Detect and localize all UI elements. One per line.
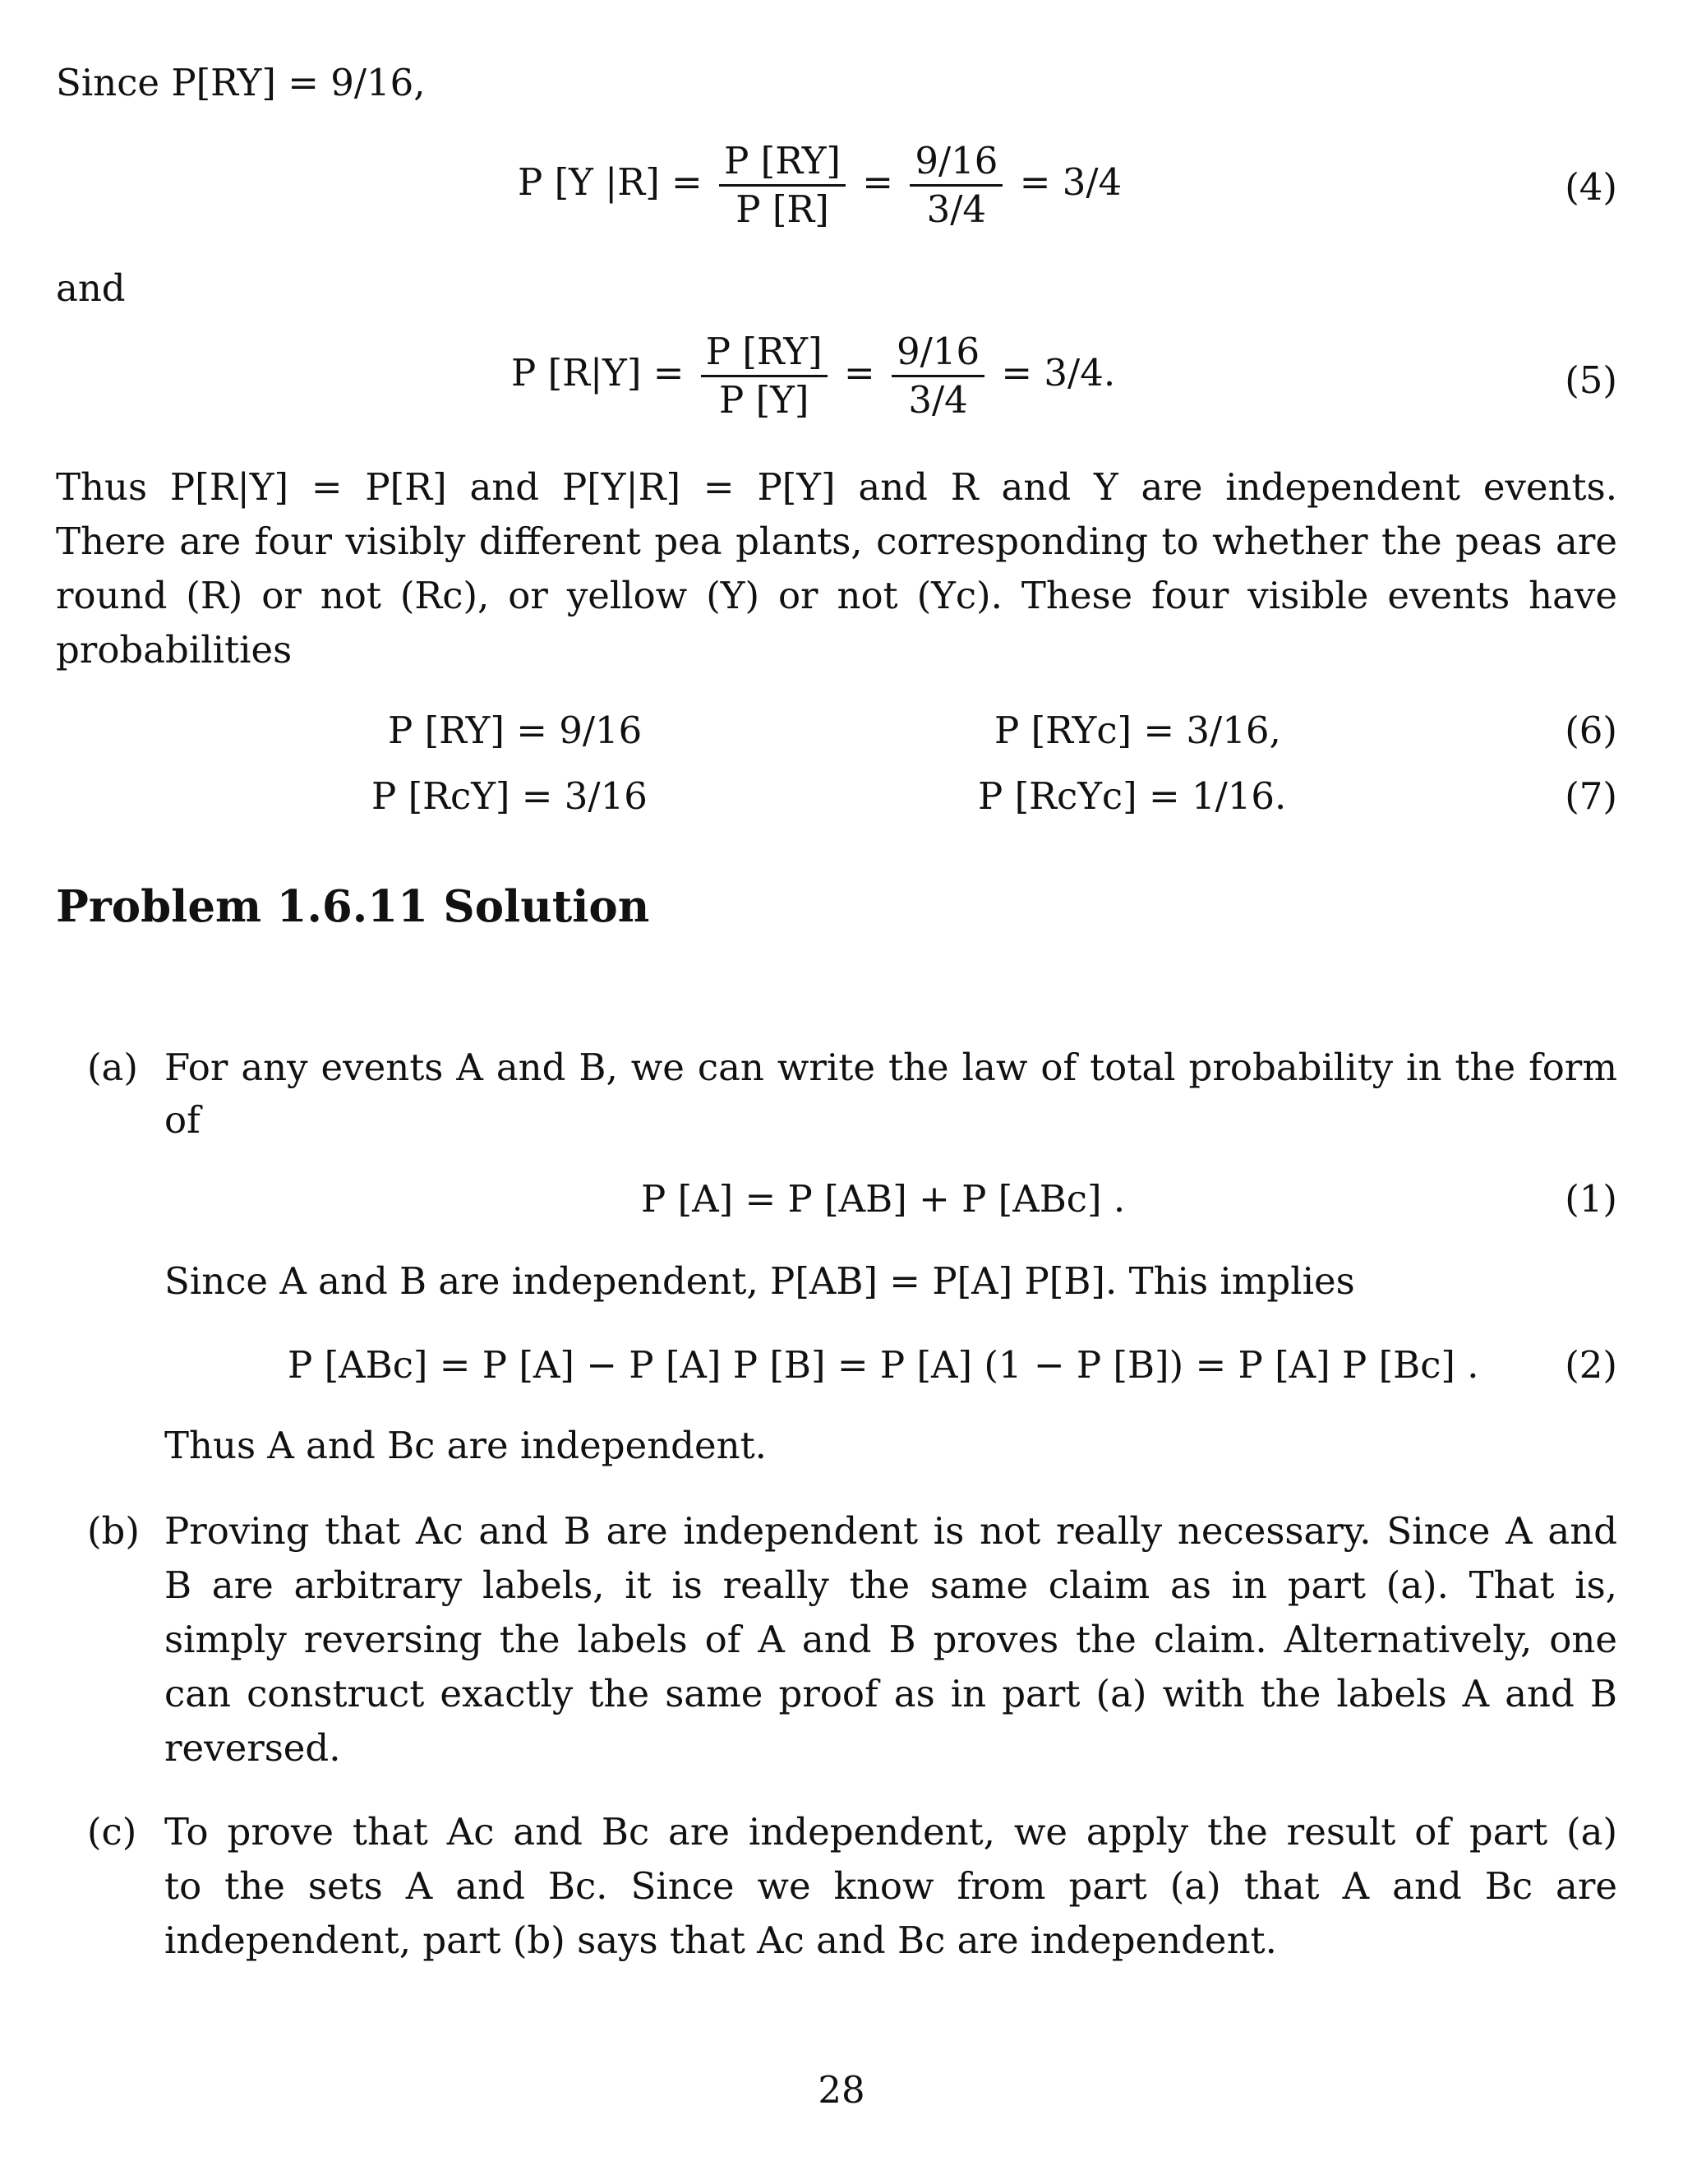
part-c-marker: (c) bbox=[87, 1810, 137, 1854]
part-b-line-1: Proving that Ac and B are independent is not really necessary. Since A and bbox=[164, 1509, 1617, 1553]
eq4-lhs: P [Y |R] = bbox=[518, 160, 703, 204]
equation-4 bbox=[518, 138, 1122, 233]
eq4-denominator-1: P [R] bbox=[735, 187, 829, 231]
eq4-fraction-1 bbox=[719, 138, 846, 233]
eq6-right: P [RYc] = 3/16, bbox=[994, 709, 1281, 752]
part-a-eq1-label: (1) bbox=[1565, 1177, 1617, 1221]
eq5-equals: = bbox=[844, 351, 875, 395]
part-b-line-3: simply reversing the labels of A and B proves the claim. Alternatively, one bbox=[164, 1618, 1617, 1661]
equation-5 bbox=[511, 329, 1115, 423]
eq4-rhs: = 3/4 bbox=[1019, 160, 1123, 204]
part-a-marker: (a) bbox=[87, 1046, 138, 1089]
part-a-eq2-label: (2) bbox=[1565, 1343, 1617, 1387]
eq5-fraction-2 bbox=[892, 329, 984, 423]
part-a-equation-2: P [ABc] = P [A] − P [A] P [B] = P [A] (1 − P [B]) = P [A] P [Bc] . bbox=[288, 1343, 1479, 1387]
paragraph-line-1: Thus P[R|Y] = P[R] and P[Y|R] = P[Y] and R and Y are independent events. bbox=[56, 465, 1617, 509]
eq4-label: (4) bbox=[1565, 165, 1617, 209]
eq7-left: P [RcY] = 3/16 bbox=[371, 774, 648, 818]
eq5-lhs: P [R|Y] = bbox=[511, 351, 685, 395]
eq5-label: (5) bbox=[1565, 358, 1617, 402]
eq7-label: (7) bbox=[1565, 774, 1617, 818]
part-a-line-1: For any events A and B, we can write the law of total probability in the form bbox=[164, 1046, 1617, 1089]
eq5-denominator-2: 3/4 bbox=[908, 378, 968, 422]
page-number: 28 bbox=[818, 2068, 865, 2112]
part-a-equation-1: P [A] = P [AB] + P [ABc] . bbox=[641, 1177, 1126, 1221]
part-b-line-2: B are arbitrary labels, it is really the same claim as in part (a). That is, bbox=[164, 1563, 1617, 1607]
eq4-equals: = bbox=[862, 160, 894, 204]
part-c-line-3: independent, part (b) says that Ac and Bc are independent. bbox=[164, 1919, 1277, 1962]
part-a-line-4: Thus A and Bc are independent. bbox=[164, 1424, 767, 1467]
problem-heading: Problem 1.6.11 Solution bbox=[56, 881, 650, 932]
eq5-numerator-1: P [RY] bbox=[701, 329, 828, 377]
paragraph-line-3: round (R) or not (Rc), or yellow (Y) or not (Yc). These four visible events have bbox=[56, 574, 1617, 617]
part-b-line-4: can construct exactly the same proof as in part (a) with the labels A and B bbox=[164, 1672, 1617, 1715]
eq4-numerator-1: P [RY] bbox=[719, 138, 846, 187]
eq5-fraction-1 bbox=[701, 329, 828, 423]
part-b-marker: (b) bbox=[87, 1509, 140, 1553]
eq6-label: (6) bbox=[1565, 709, 1617, 752]
eq5-denominator-1: P [Y] bbox=[719, 378, 809, 422]
eq6-left: P [RY] = 9/16 bbox=[388, 709, 643, 752]
eq4-denominator-2: 3/4 bbox=[926, 187, 987, 231]
paragraph-line-4: probabilities bbox=[56, 628, 293, 672]
paragraph-line-2: There are four visibly different pea plants, corresponding to whether the peas are bbox=[56, 519, 1617, 563]
part-a-line-3: Since A and B are independent, P[AB] = P[A] P[B]. This implies bbox=[164, 1259, 1355, 1303]
part-c-line-1: To prove that Ac and Bc are independent, we apply the result of part (a) bbox=[164, 1810, 1617, 1854]
eq5-numerator-2: 9/16 bbox=[892, 329, 984, 377]
eq4-fraction-2 bbox=[910, 138, 1003, 233]
part-c-line-2: to the sets A and Bc. Since we know from part (a) that A and Bc are bbox=[164, 1864, 1617, 1908]
and-word: and bbox=[56, 266, 126, 310]
part-b-line-5: reversed. bbox=[164, 1726, 341, 1770]
intro-line: Since P[RY] = 9/16, bbox=[56, 61, 426, 104]
eq5-rhs: = 3/4. bbox=[1001, 351, 1116, 395]
part-a-line-2: of bbox=[164, 1098, 201, 1142]
eq7-right: P [RcYc] = 1/16. bbox=[978, 774, 1287, 818]
eq4-numerator-2: 9/16 bbox=[910, 138, 1003, 187]
